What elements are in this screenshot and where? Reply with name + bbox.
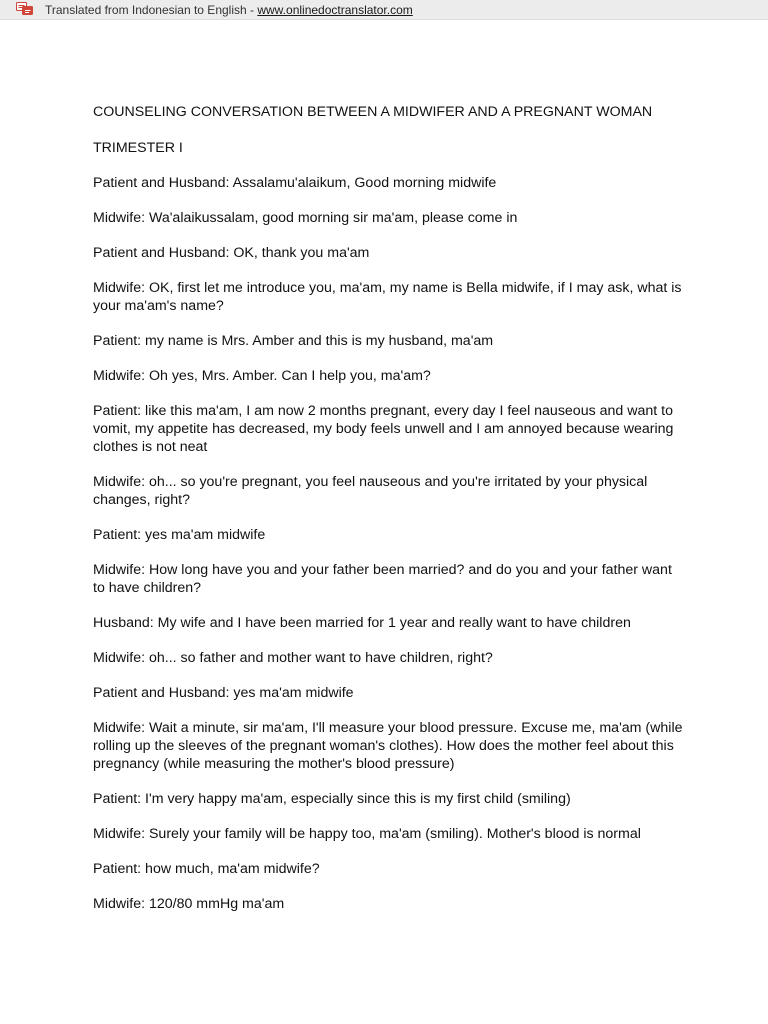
dialogue-line: Midwife: OK, first let me introduce you, ma'am, my name is Bella midwife, if I may ask, what is your ma'am's name? <box>93 280 682 314</box>
dialogue-line: Patient and Husband: OK, thank you ma'am <box>93 245 370 261</box>
dialogue-line: Midwife: 120/80 mmHg ma'am <box>93 896 285 912</box>
translator-link[interactable]: www.onlinedoctranslator.com <box>257 3 413 17</box>
dialogue-line: Husband: My wife and I have been married for 1 year and really want to have children <box>93 615 631 631</box>
dialogue-line: Midwife: Oh yes, Mrs. Amber. Can I help you, ma'am? <box>93 368 431 384</box>
section-heading: TRIMESTER I <box>93 140 183 156</box>
dialogue-line: Patient and Husband: yes ma'am midwife <box>93 685 354 701</box>
dialogue-line: Midwife: Wait a minute, sir ma'am, I'll measure your blood pressure. Excuse me, ma'am (while rolling up the sleeves of the pregnant woman's clothes). How does the mother feel about this pregnancy (while measuring the mother's blood pressure) <box>93 720 683 772</box>
dialogue-line: Midwife: oh... so father and mother want to have children, right? <box>93 650 493 666</box>
dialogue-line: Patient: like this ma'am, I am now 2 months pregnant, every day I feel nauseous and want to vomit, my appetite has decreased, my body feels unwell and I am annoyed because wearing clothes is not neat <box>93 403 674 455</box>
banner-prefix: Translated from Indonesian to English - <box>45 3 258 17</box>
dialogue-line: Patient: yes ma'am midwife <box>93 527 266 543</box>
translation-banner <box>0 0 768 20</box>
dialogue-line: Midwife: oh... so you're pregnant, you feel nauseous and you're irritated by your physical changes, right? <box>93 474 648 508</box>
dialogue-line: Midwife: How long have you and your father been married? and do you and your father want to have children? <box>93 562 672 596</box>
dialogue-line: Patient and Husband: Assalamu'alaikum, Good morning midwife <box>93 175 497 191</box>
document-body <box>93 103 683 930</box>
banner-text <box>45 3 413 17</box>
dialogue-line: Patient: I'm very happy ma'am, especially since this is my first child (smiling) <box>93 791 571 807</box>
dialogue-line: Midwife: Surely your family will be happy too, ma'am (smiling). Mother's blood is normal <box>93 826 641 842</box>
document-title: COUNSELING CONVERSATION BETWEEN A MIDWIFER AND A PREGNANT WOMAN <box>93 104 653 120</box>
dialogue-line: Patient: my name is Mrs. Amber and this is my husband, ma'am <box>93 333 494 349</box>
dialogue-line: Patient: how much, ma'am midwife? <box>93 861 320 877</box>
dialogue-line: Midwife: Wa'alaikussalam, good morning sir ma'am, please come in <box>93 210 518 226</box>
translate-icon <box>16 2 34 16</box>
